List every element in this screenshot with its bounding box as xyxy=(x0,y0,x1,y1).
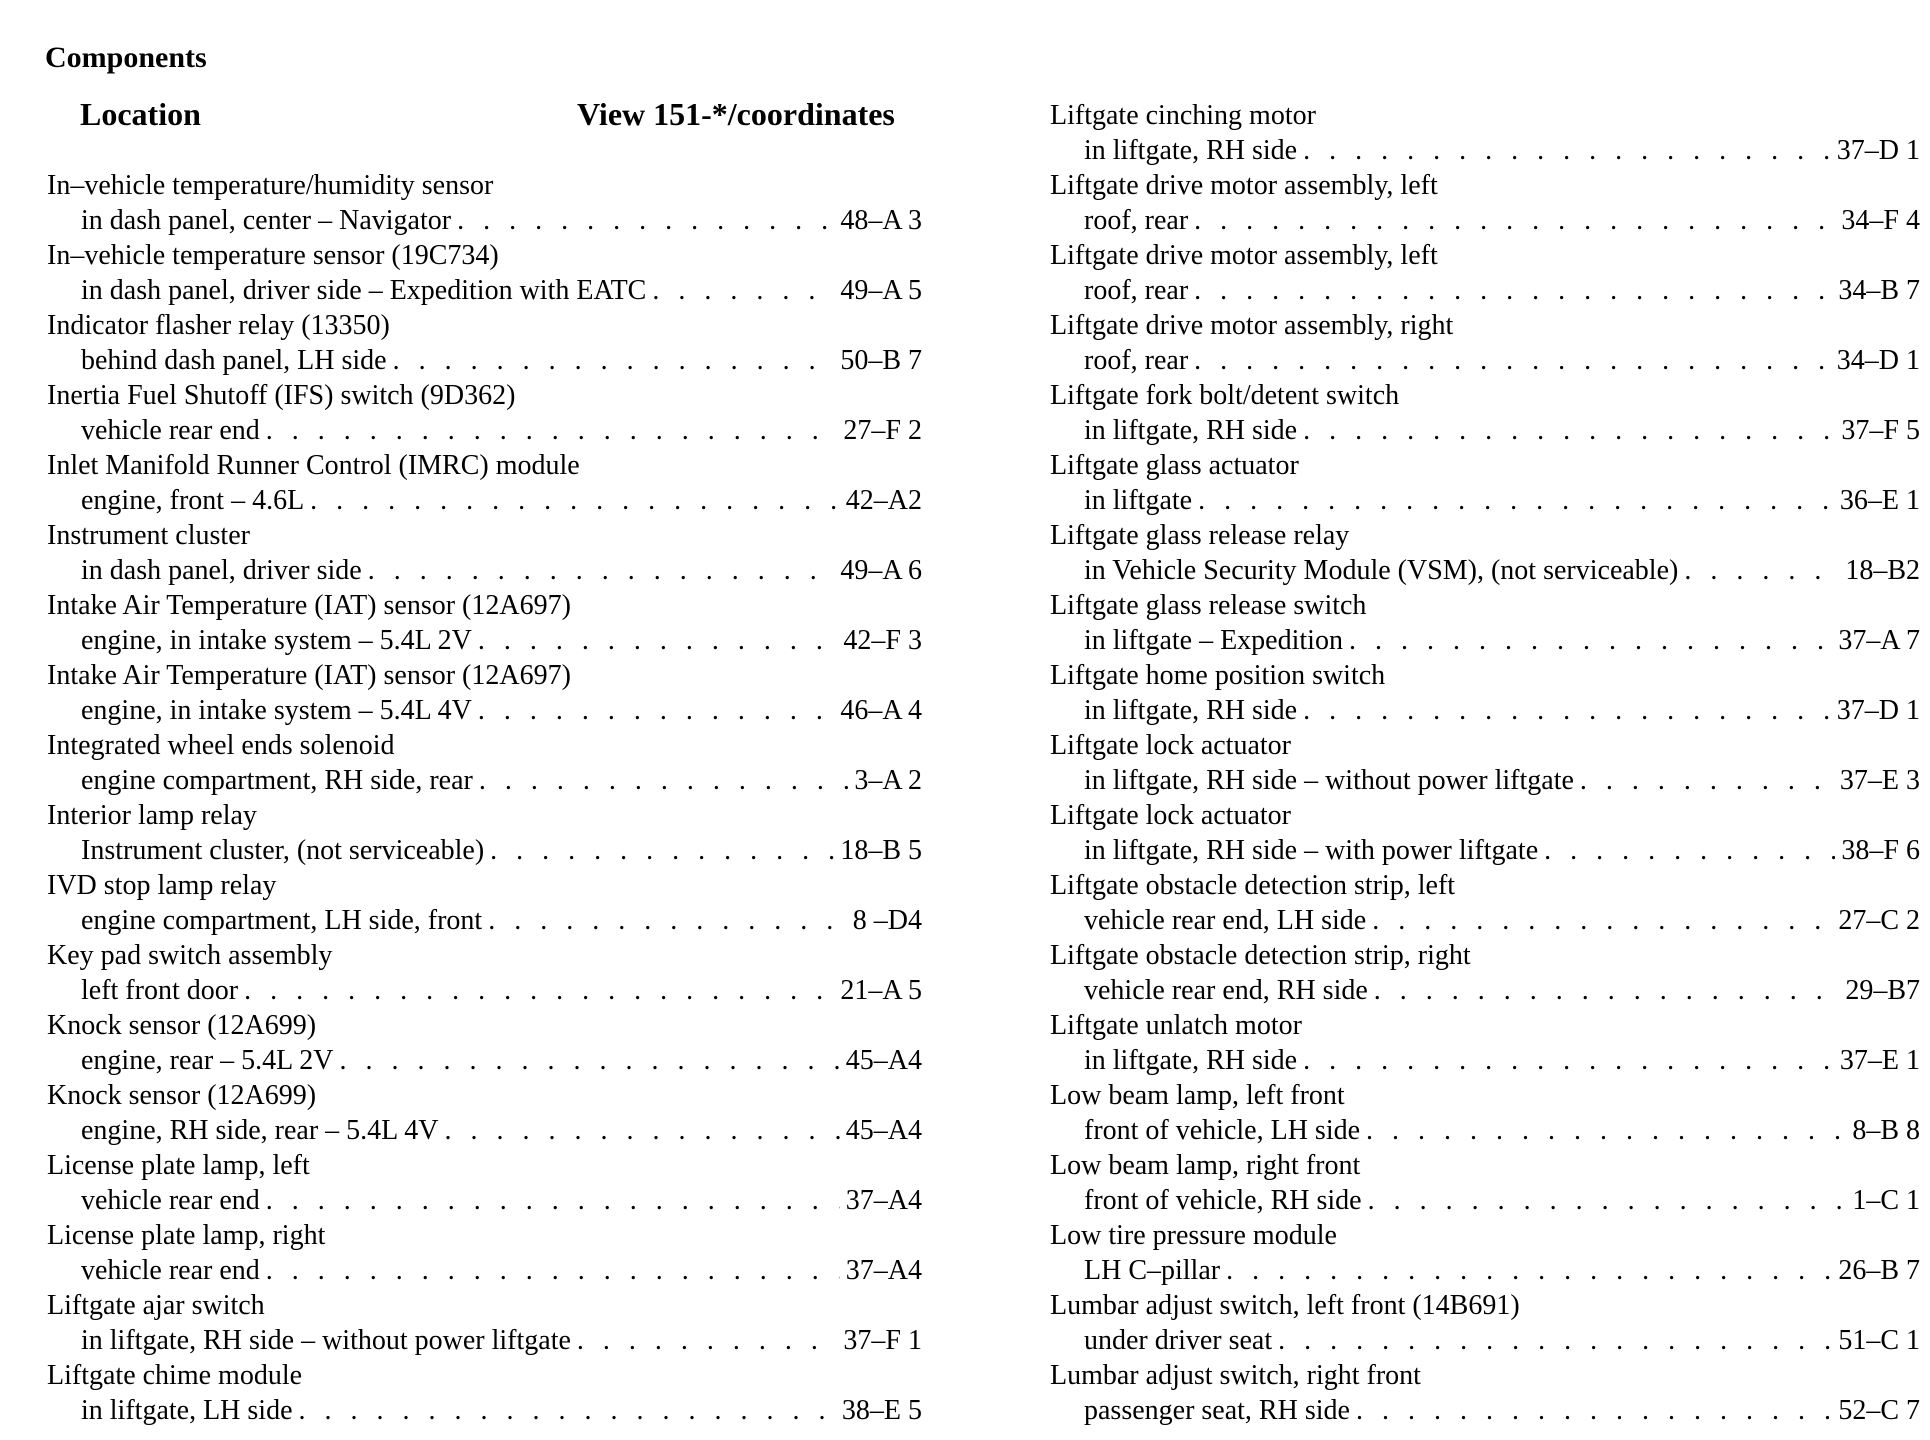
view-coordinate-code: 46–A 4 xyxy=(840,695,922,726)
dot-leader xyxy=(478,693,834,728)
component-detail-row xyxy=(1050,553,1920,588)
component-detail-row xyxy=(1050,1323,1920,1358)
component-name: Interior lamp relay xyxy=(47,800,257,831)
component-detail-row xyxy=(1050,623,1920,658)
view-coordinate-code: 50–B 7 xyxy=(840,345,922,376)
component-location: in liftgate, RH side – without power liftgate xyxy=(1084,765,1574,796)
dot-leader xyxy=(444,1113,839,1148)
component-detail-row xyxy=(47,553,922,588)
component-detail-row xyxy=(47,693,922,728)
component-entry xyxy=(1050,1008,1920,1078)
dot-leader xyxy=(266,1253,840,1288)
component-entry xyxy=(1050,98,1920,168)
component-entry xyxy=(1050,518,1920,588)
dot-leader xyxy=(478,623,838,658)
component-name: Knock sensor (12A699) xyxy=(47,1080,317,1111)
view-coordinate-code: 45–A4 xyxy=(845,1115,922,1146)
component-detail-row xyxy=(1050,763,1920,798)
component-name: Inertia Fuel Shutoff (IFS) switch (9D362) xyxy=(47,380,516,411)
view-coordinate-code: 42–F 3 xyxy=(843,625,922,656)
component-location: passenger seat, RH side xyxy=(1084,1395,1350,1426)
view-coordinate-code: 26–B 7 xyxy=(1838,1255,1920,1286)
component-name: Indicator flasher relay (13350) xyxy=(47,310,390,341)
component-entry xyxy=(1050,168,1920,238)
dot-leader xyxy=(1684,553,1839,588)
view-coordinate-code: 49–A 6 xyxy=(840,555,922,586)
component-name: Liftgate glass release relay xyxy=(1050,520,1350,551)
view-coordinate-code: 48–A 3 xyxy=(840,205,922,236)
component-name: License plate lamp, left xyxy=(47,1150,310,1181)
view-coordinate-code: 36–E 1 xyxy=(1839,485,1920,516)
dot-leader xyxy=(1303,1043,1834,1078)
component-name: Liftgate ajar switch xyxy=(47,1290,265,1321)
component-entry xyxy=(47,1218,922,1288)
view-coordinate-code: 34–F 4 xyxy=(1841,205,1920,236)
component-entry xyxy=(1050,1358,1920,1428)
component-name: In–vehicle temperature/humidity sensor xyxy=(47,170,494,201)
component-detail-row xyxy=(47,1043,922,1078)
component-location: in liftgate, LH side xyxy=(81,1395,293,1426)
view-coordinate-code: 38–E 5 xyxy=(841,1395,922,1426)
view-coordinate-code: 29–B7 xyxy=(1845,975,1920,1006)
component-entry xyxy=(1050,728,1920,798)
component-detail-row xyxy=(47,1183,922,1218)
component-name: Instrument cluster xyxy=(47,520,250,551)
component-location: vehicle rear end xyxy=(81,1255,260,1286)
component-name: Liftgate drive motor assembly, right xyxy=(1050,310,1454,341)
view-coordinate-code: 52–C 7 xyxy=(1838,1395,1920,1426)
component-entry xyxy=(47,938,922,1008)
component-name: Liftgate lock actuator xyxy=(1050,800,1291,831)
component-entry xyxy=(1050,1148,1920,1218)
component-detail-row xyxy=(1050,973,1920,1008)
component-detail-row xyxy=(47,973,922,1008)
view-coordinate-code: 8–B 8 xyxy=(1852,1115,1920,1146)
component-location: in liftgate xyxy=(1084,485,1193,516)
component-location: LH C–pillar xyxy=(1084,1255,1221,1286)
dot-leader xyxy=(1303,133,1831,168)
component-location: in dash panel, center – Navigator xyxy=(81,205,452,236)
view-coordinate-code: 42–A2 xyxy=(845,485,922,516)
dot-leader xyxy=(1372,903,1832,938)
component-name: Inlet Manifold Runner Control (IMRC) module xyxy=(47,450,580,481)
component-location: in liftgate, RH side xyxy=(1084,1045,1298,1076)
component-detail-row xyxy=(1050,1393,1920,1428)
view-coordinate-code: 49–A 5 xyxy=(840,275,922,306)
dot-leader xyxy=(1349,623,1832,658)
component-location: roof, rear xyxy=(1084,205,1189,236)
component-detail-row xyxy=(1050,1183,1920,1218)
dot-leader xyxy=(1368,1183,1847,1218)
view-coordinate-code: 21–A 5 xyxy=(840,975,922,1006)
component-name: IVD stop lamp relay xyxy=(47,870,277,901)
view-coordinate-code: 8 –D4 xyxy=(852,905,922,936)
dot-leader xyxy=(266,413,838,448)
component-name: In–vehicle temperature sensor (19C734) xyxy=(47,240,499,271)
location-header: Location xyxy=(80,96,201,132)
component-name: Lumbar adjust switch, right front xyxy=(1050,1360,1421,1391)
view-coordinate-code: 27–C 2 xyxy=(1838,905,1920,936)
component-detail-row xyxy=(1050,903,1920,938)
component-entry xyxy=(1050,798,1920,868)
dot-leader xyxy=(457,203,834,238)
view-coordinate-code: 37–D 1 xyxy=(1836,695,1920,726)
component-detail-row xyxy=(47,273,922,308)
component-detail-row xyxy=(47,343,922,378)
component-detail-row xyxy=(47,903,922,938)
component-name: License plate lamp, right xyxy=(47,1220,326,1251)
component-location: Instrument cluster, (not serviceable) xyxy=(81,835,485,866)
component-location: behind dash panel, LH side xyxy=(81,345,387,376)
component-entry xyxy=(1050,1078,1920,1148)
view-coordinate-code: 51–C 1 xyxy=(1838,1325,1920,1356)
component-location: in dash panel, driver side xyxy=(81,555,362,586)
dot-leader xyxy=(1366,1113,1846,1148)
left-column xyxy=(47,168,922,1428)
component-entry xyxy=(1050,1218,1920,1288)
component-name: Intake Air Temperature (IAT) sensor (12A697) xyxy=(47,590,571,621)
component-name: Knock sensor (12A699) xyxy=(47,1010,317,1041)
component-location: roof, rear xyxy=(1084,345,1189,376)
component-entry xyxy=(47,798,922,868)
component-name: Liftgate obstacle detection strip, right xyxy=(1050,940,1471,971)
component-detail-row xyxy=(47,1323,922,1358)
component-name: Liftgate glass actuator xyxy=(1050,450,1299,481)
component-name: Low beam lamp, left front xyxy=(1050,1080,1345,1111)
view-coordinate-code: 37–F 1 xyxy=(843,1325,922,1356)
component-detail-row xyxy=(47,203,922,238)
component-name: Liftgate chime module xyxy=(47,1360,303,1391)
component-location: engine compartment, RH side, rear xyxy=(81,765,473,796)
view-coordinate-code: 37–A 7 xyxy=(1838,625,1920,656)
dot-leader xyxy=(1544,833,1835,868)
component-detail-row xyxy=(47,483,922,518)
component-name: Liftgate unlatch motor xyxy=(1050,1010,1302,1041)
component-detail-row xyxy=(1050,833,1920,868)
view-coordinates-header: View 151-*/coordinates xyxy=(577,96,895,132)
component-entry xyxy=(1050,238,1920,308)
component-entry xyxy=(1050,658,1920,728)
view-coordinate-code: 37–D 1 xyxy=(1836,135,1920,166)
component-location: front of vehicle, RH side xyxy=(1084,1185,1362,1216)
view-coordinate-code: 27–F 2 xyxy=(843,415,922,446)
component-entry xyxy=(47,238,922,308)
component-entry xyxy=(1050,588,1920,658)
component-detail-row xyxy=(47,413,922,448)
component-name: Low beam lamp, right front xyxy=(1050,1150,1361,1181)
component-entry xyxy=(1050,1288,1920,1358)
component-entry xyxy=(47,308,922,378)
component-detail-row xyxy=(1050,1113,1920,1148)
component-entry xyxy=(1050,938,1920,1008)
dot-leader xyxy=(310,483,840,518)
view-coordinate-code: 3–A 2 xyxy=(854,765,922,796)
component-location: engine, in intake system – 5.4L 4V xyxy=(81,695,472,726)
component-entry xyxy=(47,1358,922,1428)
component-entry xyxy=(1050,308,1920,378)
view-coordinate-code: 18–B 5 xyxy=(840,835,922,866)
component-entry xyxy=(47,1078,922,1148)
component-location: in liftgate, RH side xyxy=(1084,415,1298,446)
view-coordinate-code: 37–E 1 xyxy=(1839,1045,1920,1076)
dot-leader xyxy=(1194,203,1835,238)
dot-leader xyxy=(368,553,835,588)
component-entry xyxy=(47,868,922,938)
component-name: Intake Air Temperature (IAT) sensor (12A697) xyxy=(47,660,571,691)
view-coordinate-code: 37–A4 xyxy=(845,1255,922,1286)
component-name: Liftgate home position switch xyxy=(1050,660,1386,691)
component-location: in liftgate, RH side – without power liftgate xyxy=(81,1325,571,1356)
dot-leader xyxy=(488,903,847,938)
component-detail-row xyxy=(1050,273,1920,308)
component-entry xyxy=(47,1288,922,1358)
component-entry xyxy=(1050,378,1920,448)
component-detail-row xyxy=(1050,1043,1920,1078)
dot-leader xyxy=(1580,763,1834,798)
dot-leader xyxy=(479,763,848,798)
component-location: in dash panel, driver side – Expedition with EATC xyxy=(81,275,647,306)
component-location: front of vehicle, LH side xyxy=(1084,1115,1361,1146)
view-coordinate-code: 1–C 1 xyxy=(1852,1185,1920,1216)
component-entry xyxy=(47,588,922,658)
component-location: engine, rear – 5.4L 2V xyxy=(81,1045,334,1076)
component-location: in liftgate, RH side xyxy=(1084,135,1298,166)
component-detail-row xyxy=(47,763,922,798)
component-name: Integrated wheel ends solenoid xyxy=(47,730,395,761)
component-detail-row xyxy=(47,1393,922,1428)
component-detail-row xyxy=(1050,133,1920,168)
component-detail-row xyxy=(47,1113,922,1148)
dot-leader xyxy=(339,1043,839,1078)
component-location: vehicle rear end, LH side xyxy=(1084,905,1367,936)
right-column xyxy=(1050,98,1920,1428)
dot-leader xyxy=(1303,413,1835,448)
dot-leader xyxy=(1226,1253,1832,1288)
component-detail-row xyxy=(1050,693,1920,728)
component-name: Key pad switch assembly xyxy=(47,940,333,971)
component-entry xyxy=(1050,448,1920,518)
dot-leader xyxy=(1194,273,1832,308)
component-name: Low tire pressure module xyxy=(1050,1220,1337,1251)
component-location: roof, rear xyxy=(1084,275,1189,306)
view-coordinate-code: 37–E 3 xyxy=(1839,765,1920,796)
component-detail-row xyxy=(47,833,922,868)
component-name: Liftgate glass release switch xyxy=(1050,590,1367,621)
component-name: Liftgate cinching motor xyxy=(1050,100,1316,131)
component-location: engine, front – 4.6L xyxy=(81,485,305,516)
component-name: Lumbar adjust switch, left front (14B691) xyxy=(1050,1290,1520,1321)
component-entry xyxy=(47,518,922,588)
dot-leader xyxy=(244,973,834,1008)
component-entry xyxy=(47,1148,922,1218)
dot-leader xyxy=(490,833,834,868)
view-coordinate-code: 18–B2 xyxy=(1845,555,1920,586)
dot-leader xyxy=(1194,343,1831,378)
view-coordinate-code: 34–D 1 xyxy=(1836,345,1920,376)
component-location: in liftgate, RH side xyxy=(1084,695,1298,726)
dot-leader xyxy=(1374,973,1840,1008)
component-location: left front door xyxy=(81,975,239,1006)
component-location: in liftgate – Expedition xyxy=(1084,625,1343,656)
view-coordinate-code: 34–B 7 xyxy=(1838,275,1920,306)
dot-leader xyxy=(1198,483,1834,518)
dot-leader xyxy=(393,343,835,378)
component-detail-row xyxy=(1050,483,1920,518)
dot-leader xyxy=(1356,1393,1832,1428)
component-location: under driver seat xyxy=(1084,1325,1273,1356)
dot-leader xyxy=(1303,693,1831,728)
component-location: engine compartment, LH side, front xyxy=(81,905,483,936)
component-detail-row xyxy=(1050,1253,1920,1288)
component-location: in Vehicle Security Module (VSM), (not serviceable) xyxy=(1084,555,1679,586)
component-entry xyxy=(47,728,922,798)
component-location: in liftgate, RH side – with power liftgate xyxy=(1084,835,1539,866)
component-detail-row xyxy=(1050,343,1920,378)
dot-leader xyxy=(1278,1323,1832,1358)
view-coordinate-code: 37–A4 xyxy=(845,1185,922,1216)
component-entry xyxy=(47,658,922,728)
component-location: vehicle rear end xyxy=(81,1185,260,1216)
page-title: Components xyxy=(45,41,207,74)
view-coordinate-code: 45–A4 xyxy=(845,1045,922,1076)
component-detail-row xyxy=(1050,203,1920,238)
component-name: Liftgate drive motor assembly, left xyxy=(1050,170,1438,201)
component-name: Liftgate obstacle detection strip, left xyxy=(1050,870,1456,901)
component-entry xyxy=(47,1008,922,1078)
component-location: engine, in intake system – 5.4L 2V xyxy=(81,625,472,656)
dot-leader xyxy=(299,1393,836,1428)
component-entry xyxy=(47,168,922,238)
component-entry xyxy=(1050,868,1920,938)
component-name: Liftgate fork bolt/detent switch xyxy=(1050,380,1400,411)
component-name: Liftgate drive motor assembly, left xyxy=(1050,240,1438,271)
component-entry xyxy=(47,448,922,518)
component-entry xyxy=(47,378,922,448)
component-name: Liftgate lock actuator xyxy=(1050,730,1291,761)
component-location: vehicle rear end xyxy=(81,415,260,446)
dot-leader xyxy=(577,1323,838,1358)
view-coordinate-code: 38–F 6 xyxy=(1841,835,1920,866)
dot-leader xyxy=(652,273,834,308)
dot-leader xyxy=(266,1183,840,1218)
component-location: engine, RH side, rear – 5.4L 4V xyxy=(81,1115,439,1146)
component-location: vehicle rear end, RH side xyxy=(1084,975,1368,1006)
component-detail-row xyxy=(47,623,922,658)
view-coordinate-code: 37–F 5 xyxy=(1841,415,1920,446)
component-detail-row xyxy=(1050,413,1920,448)
component-detail-row xyxy=(47,1253,922,1288)
